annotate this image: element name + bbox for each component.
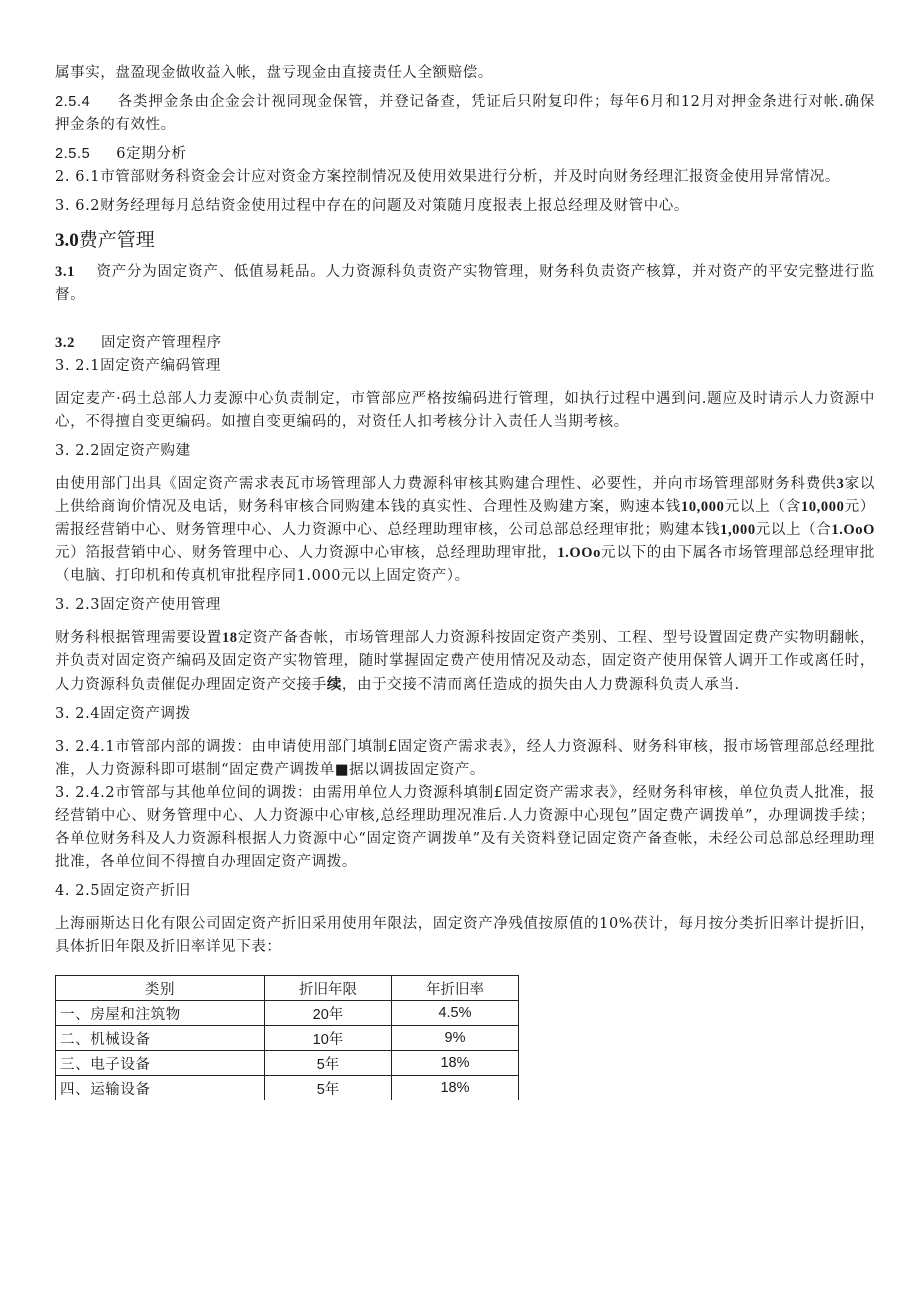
table-row [56, 1026, 519, 1051]
paragraph-3-2-4-2: 3. 2.4.2市管部与其他单位间的调拨：由需用单位人力资源科填制£固定资产需求表》，经财务科审核，单位负责人批准，报经营销中心、财务管理中心、人力资源中心审核,总经理助理况准后.人力资源中心现包”固定费产调拨单”，办理调拨手续；各单位财务科及人力资源科根据人力资源中心“固定资产调拨单”及有关资料登记固定资产备查帐，未经公司总部总经理助理批准，各单位间不得擅自办理固定资产调拨。 [55, 785, 875, 870]
paragraph-2-6-1: 2. 6.1市管部财务科资金会计应对资金方案控制情况及使用效果进行分析，并及时向财务经理汇报资金使用异常情况。 [55, 169, 840, 185]
section-text: 各类押金条由企金会计视同现金保管，并登记备查，凭证后只附复印件；每年6月和12月对押金条进行对帐.确保押金条的有效性。 [55, 94, 875, 133]
heading-3-2-1: 3. 2.1固定资产编码管理 [55, 358, 221, 374]
document-page [55, 62, 875, 1100]
cell-rate: 18% [392, 1076, 519, 1101]
cell-rate: 9% [392, 1026, 519, 1051]
heading-3-2-4: 3. 2.4固定资产调拨 [55, 706, 191, 722]
paragraph-2-6-2: 3. 6.2财务经理每月总结资金使用过程中存在的问题及对策随月度报表上报总经理及财管中心。 [55, 198, 689, 214]
paragraph-3-2-2: 由使用部门出具《固定资产需求表瓦市场管理部人力费源科审核其购建合理性、必要性，并向市场管理部财务科费供3家以上供给商询价情况及电话，财务科审核合同购建本钱的真实性、合理性及购建方案，购速本钱10,000元以上（含10,000元）需报经营销中心、财务管理中心、人力资源中心、总经理助理审核，公司总部总经理审批；购建本钱1,000元以上（合1.OoO元）箔报营销中心、财务管理中心、人力资源中心审核，总经理助理审批，1.OOo元以下的由下属各市场管理部总经理审批（电脑、打印机和传真机审批程序同1.000元以上固定资产）。 [55, 476, 876, 584]
table-row [56, 1051, 519, 1076]
cell-category: 三、电子设备 [56, 1051, 265, 1076]
header-category: 类别 [56, 976, 265, 1001]
cell-rate: 4.5% [392, 1001, 519, 1026]
paragraph-3-2-4-1: 3. 2.4.1市管部内部的调拨：由申请使用部门填制£固定资产需求表》，经人力资源科、财务科审核，报市场管理部总经理批准，人力资源科即可堪制“固定费产调拨单■据以调拔固定资产。 [55, 739, 875, 778]
table-header-row [56, 976, 519, 1001]
section-text: 6定期分析 [116, 146, 187, 162]
cell-years: 10年 [265, 1026, 392, 1051]
section-number: 2.5.4 [55, 94, 91, 110]
section-3-heading [55, 226, 875, 255]
section-number: 3.2 [55, 335, 75, 351]
section-3-title: 费产管理 [78, 229, 155, 251]
section-number: 3.1 [55, 264, 75, 280]
cell-category: 一、房屋和注筑物 [56, 1001, 265, 1026]
heading-3-2-5: 4. 2.5固定资产折旧 [55, 883, 191, 899]
section-number: 2.5.5 [55, 146, 91, 162]
paragraph-cash-surplus: 属事实，盘盈现金做收益入帐，盘亏现金由直接责任人全额赔偿。 [55, 65, 493, 81]
paragraph-2-5-5 [55, 143, 875, 166]
section-3-number: 3.0 [55, 230, 79, 251]
heading-3-2-2: 3. 2.2固定资产购建 [55, 443, 191, 459]
cell-rate: 18% [392, 1051, 519, 1076]
table-row [56, 1076, 519, 1101]
table-row [56, 1001, 519, 1026]
paragraph-3-2-1: 固定麦产·码土总部人力麦源中心负责制定，市管部应严格按编码进行管理，如执行过程中遇到问.题应及时请示人力资源中心，不得擅自变更编码。如擅自变更编码的，对资任人扣考核分计入责任人当期考核。 [55, 391, 875, 430]
heading-3-2-3: 3. 2.3固定资产使用管理 [55, 597, 221, 613]
header-years: 折旧年限 [265, 976, 392, 1001]
section-text: 固定资产管理程序 [100, 335, 222, 351]
paragraph-3-2-5: 上海丽斯达日化有限公司固定资产折旧采用使用年限法，固定资产净残值按原值的10%茯计，每月按分类折旧率计提折旧，具体折旧年限及折旧率详见下表： [55, 916, 875, 955]
cell-category: 四、运输设备 [56, 1076, 265, 1101]
section-text: 资产分为固定资产、低值易耗品。人力资源科负责资产实物管理，财务科负责资产核算，并对资产的平安完整进行监督。 [55, 264, 875, 303]
depreciation-table [55, 975, 519, 1100]
paragraph-3-2-3: 财务科根据管理需要设置18定资产备杳帐，市场管理部人力资源科按固定资产类别、工程、型号设置固定费产实物明翻帐，并负责对固定资产编码及固定资产实物管理，随时掌握固定费产使用情况及动态，固定资产使用保管人调开工作或离任时，人力资源科负责催促办理固定资产交接手续，由于交接不清而离任造成的损失由人力费源科负责人承当. [55, 630, 875, 693]
paragraph-3-2 [55, 332, 875, 355]
cell-years: 5年 [265, 1076, 392, 1101]
cell-years: 20年 [265, 1001, 392, 1026]
paragraph-2-5-4 [55, 91, 875, 137]
paragraph-3-1 [55, 261, 875, 307]
cell-category: 二、机械设备 [56, 1026, 265, 1051]
cell-years: 5年 [265, 1051, 392, 1076]
header-rate: 年折旧率 [392, 976, 519, 1001]
